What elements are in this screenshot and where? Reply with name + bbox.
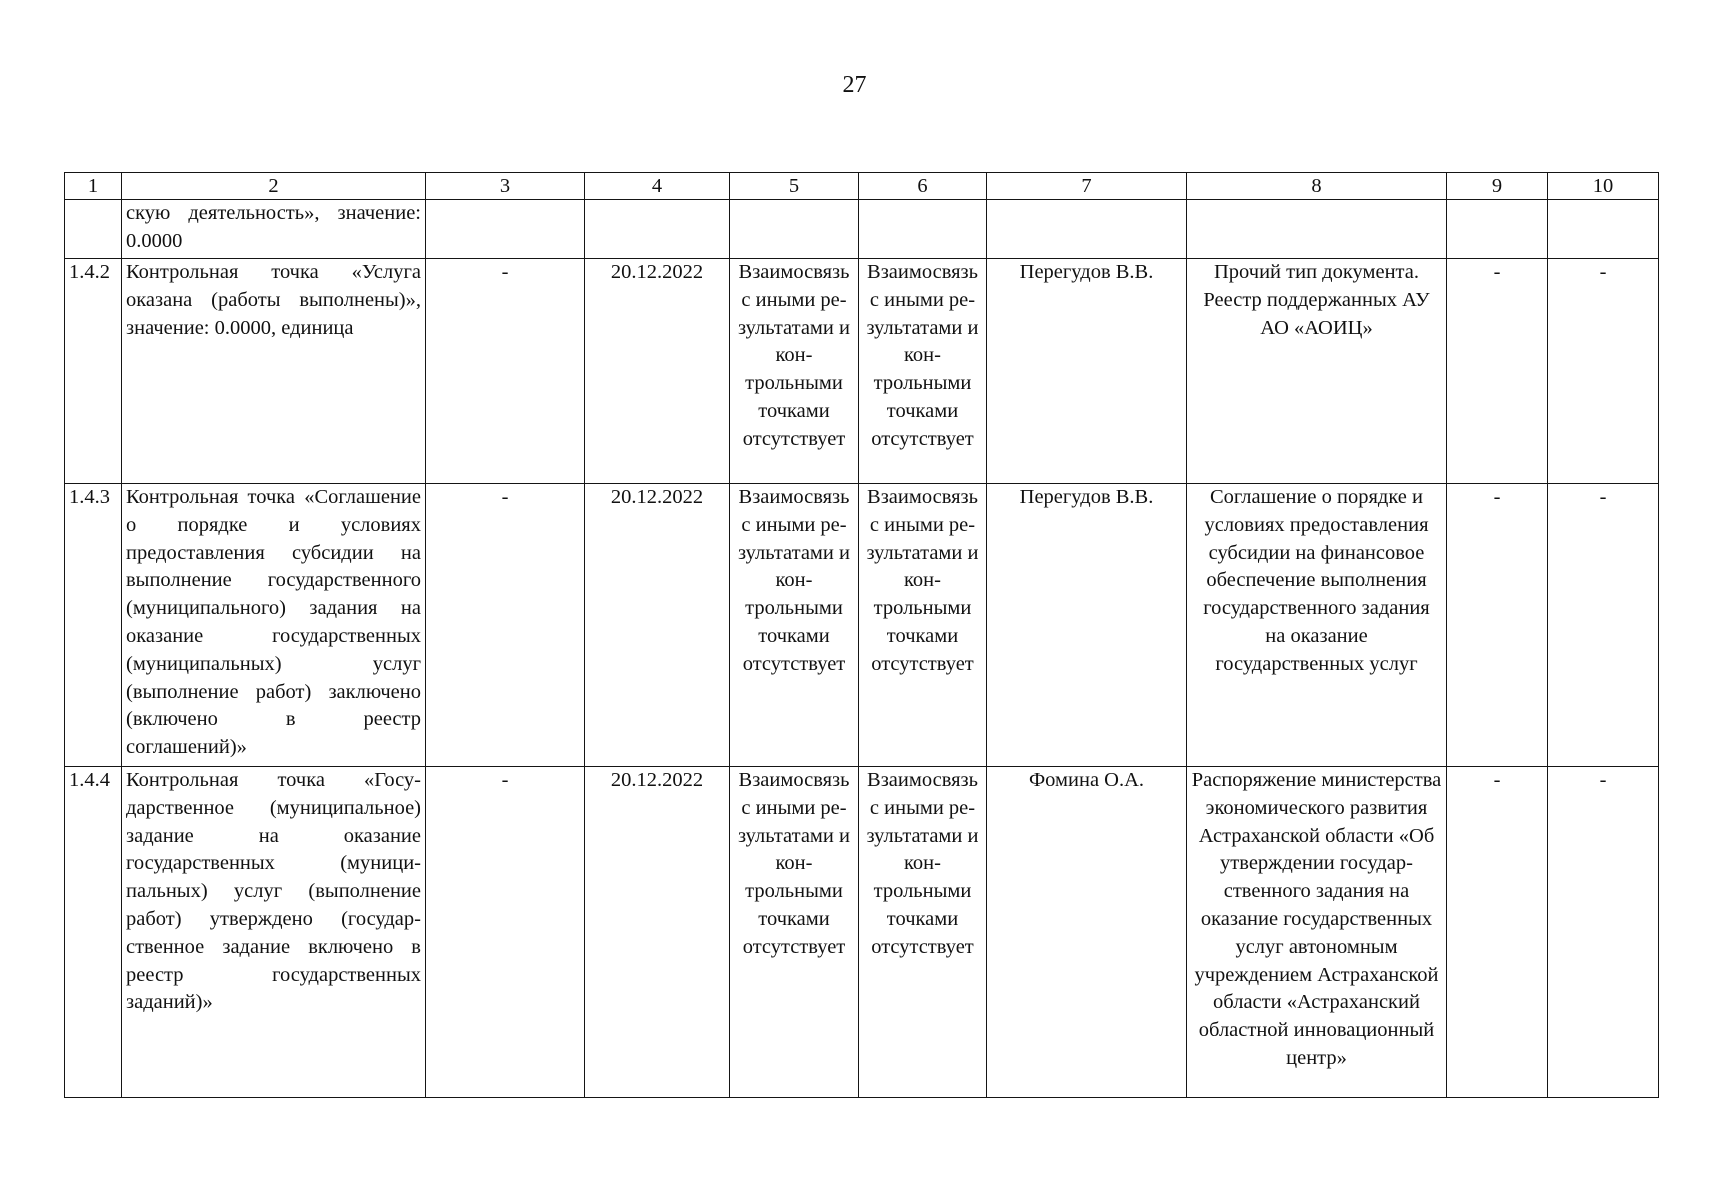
cell-col3: -	[426, 484, 585, 767]
cell-col10	[1548, 200, 1659, 259]
page-number: 27	[842, 72, 867, 98]
column-header: 4	[585, 173, 730, 200]
column-header: 8	[1187, 173, 1447, 200]
cell-col9	[1447, 200, 1548, 259]
cell-col9: -	[1447, 259, 1548, 484]
cell-col9: -	[1447, 484, 1548, 767]
column-header: 1	[65, 173, 122, 200]
control-point-name: Контрольная точка «Соглашение о порядке и условиях предоставления субсидии на выполнение государственного (муниципального) задания на оказание государственных (муниципальных) услуг (выполнение работ) заключено (включено в реестр соглашений)»	[122, 484, 426, 767]
cell-col6	[859, 200, 987, 259]
deadline-date: 20.12.2022	[585, 484, 730, 767]
cell-col3: -	[426, 259, 585, 484]
cell-col10: -	[1548, 484, 1659, 767]
cell-col3	[426, 200, 585, 259]
control-point-name: скую деятельность», значение: 0.0000	[122, 200, 426, 259]
table-header-row	[65, 173, 1659, 200]
cell-col10: -	[1548, 767, 1659, 1098]
row-number: 1.4.2	[65, 259, 122, 484]
column-header: 10	[1548, 173, 1659, 200]
cell-col5: Взаимосвязь с иными результатами и контрольными точками отсутствует	[730, 484, 859, 767]
column-header: 2	[122, 173, 426, 200]
document-type: Распоряжение министерства экономического развития Астраханской области «Об утверждении государственного задания на оказание государственных услуг автономным учреждением Астраханской области «Астраханский областной инновационный центр»	[1187, 767, 1447, 1098]
cell-col6: Взаимосвязь с иными результатами и контрольными точками отсутствует	[859, 259, 987, 484]
deadline-date: 20.12.2022	[585, 259, 730, 484]
table-row	[65, 767, 1659, 1098]
cell-col3: -	[426, 767, 585, 1098]
control-point-name: Контрольная точка «Услуга оказана (работы выполнены)», значение: 0.0000, единица	[122, 259, 426, 484]
responsible-person: Перегудов В.В.	[987, 484, 1187, 767]
row-number: 1.4.3	[65, 484, 122, 767]
control-points-table	[64, 172, 1659, 1098]
responsible-person: Фомина О.А.	[987, 767, 1187, 1098]
column-header: 6	[859, 173, 987, 200]
cell-col6: Взаимосвязь с иными результатами и контрольными точками отсутствует	[859, 484, 987, 767]
document-type	[1187, 200, 1447, 259]
column-header: 9	[1447, 173, 1548, 200]
responsible-person: Перегудов В.В.	[987, 259, 1187, 484]
table-row	[65, 484, 1659, 767]
row-number	[65, 200, 122, 259]
deadline-date	[585, 200, 730, 259]
cell-col6: Взаимосвязь с иными результатами и контрольными точками отсутствует	[859, 767, 987, 1098]
column-header: 3	[426, 173, 585, 200]
table-row	[65, 200, 1659, 259]
cell-col9: -	[1447, 767, 1548, 1098]
document-type: Прочий тип документа. Реестр поддержанных АУ АО «АОИЦ»	[1187, 259, 1447, 484]
deadline-date: 20.12.2022	[585, 767, 730, 1098]
responsible-person	[987, 200, 1187, 259]
cell-col5: Взаимосвязь с иными результатами и контрольными точками отсутствует	[730, 767, 859, 1098]
column-header: 7	[987, 173, 1187, 200]
cell-col5	[730, 200, 859, 259]
cell-col5: Взаимосвязь с иными результатами и контрольными точками отсутствует	[730, 259, 859, 484]
cell-col10: -	[1548, 259, 1659, 484]
document-type: Соглашение о порядке и условиях предоставления субсидии на финансовое обеспечение выполнения государственного задания на оказание государственных услуг	[1187, 484, 1447, 767]
row-number: 1.4.4	[65, 767, 122, 1098]
column-header: 5	[730, 173, 859, 200]
table-row	[65, 259, 1659, 484]
control-point-name: Контрольная точка «Государственное (муниципальное) задание на оказание государственных (муниципальных) услуг (выполнение работ) утверждено (государственное задание включено в реестр государственных заданий)»	[122, 767, 426, 1098]
